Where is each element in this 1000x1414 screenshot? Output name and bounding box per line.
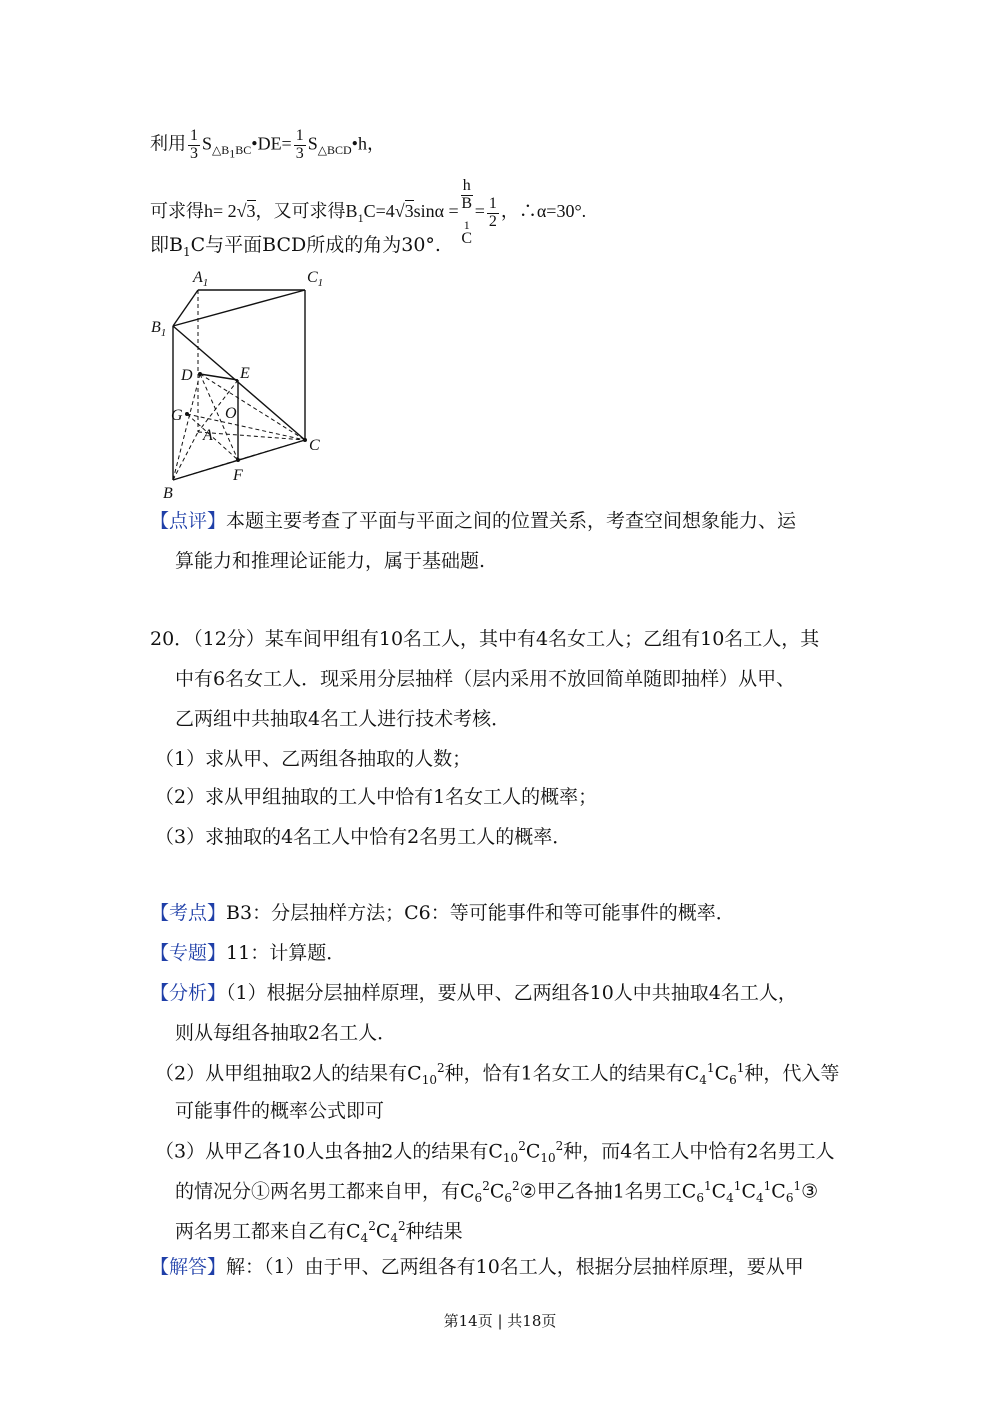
question-part-3: （3）求抽取的4名工人中恰有2名男工人的概率． [155, 826, 572, 848]
label-C: C [309, 437, 320, 454]
analysis-part-2-line-2: 可能事件的概率公式即可 [175, 1100, 385, 1122]
analysis-part-3-line-3: 两名男工都来自乙有$C_4^2C_4^2$种结果 [175, 1219, 463, 1246]
label-A1: $A_1$ [193, 269, 209, 289]
fenxi-line-2: 则从每组各抽取2名工人． [175, 1022, 397, 1044]
edge-B1C1 [173, 290, 305, 326]
sqrt: √3 [236, 201, 256, 222]
label-E: E [240, 365, 250, 382]
edge-BA [173, 432, 198, 480]
formula-line-1: 利用 $\frac{1}{3}$ $S_{\triangle B_1BC}•DE=$ $\frac{1}{3}$ $S_{\triangle BCD}•h$， [150, 127, 385, 162]
zhuanti-line: 【专题】11：计算题． [150, 942, 346, 964]
kaodian-line: 【考点】B3：分层抽样方法；C6：等可能事件和等可能事件的概率． [150, 902, 735, 924]
label-B: B [163, 485, 173, 502]
comment-line-2: 算能力和推理论证能力，属于基础题. [175, 550, 486, 572]
fraction: $\frac{1}{3}$ [190, 127, 198, 162]
jieda-tag: 【解答】 [150, 1256, 227, 1278]
point-F [236, 458, 240, 462]
kaodian-tag: 【考点】 [150, 902, 227, 924]
question-line-2: 中有6名女工人．现采用分层抽样（层内采用不放回简单随即抽样）从甲、 [175, 668, 796, 690]
label-B1: $B_1$ [151, 319, 167, 339]
label-G: G [171, 407, 183, 424]
question-line-3: 乙两组中共抽取4名工人进行技术考核． [175, 708, 511, 730]
fenxi-tag: 【分析】 [150, 982, 227, 1004]
fraction: $\frac{1}{3}$ [295, 127, 304, 162]
point-C [303, 438, 307, 442]
text: 利用 [150, 133, 186, 154]
analysis-part-3-line-1: （3）从甲乙各10人虫各抽2人的结果有$C_{10}^2C_{10}^2$种，而4名工人中恰有2名男工人 [155, 1139, 835, 1166]
label-C1: $C_1$ [307, 269, 324, 289]
question-line-1: 20．（12分）某车间甲组有10名工人，其中有4名女工人；乙组有10名工人，其 [150, 628, 820, 650]
formula-line-2: 可求得h= 2√3，又可求得$B_1C=4√3\sin\alpha$ = h B $_1$ C = $\frac{1}{2}$ ，∴α=30°. [150, 177, 587, 248]
analysis-part-3-line-2: 的情况分①两名男工都来自甲，有$C_6^2C_6^2②$甲乙各抽1名男工$C_6^1C_4^1C_4^1C_6^1③$ [175, 1179, 819, 1206]
label-F: F [233, 467, 243, 484]
analysis-part-2-line-1: （2）从甲组抽取2人的结果有$C_{10}^2$种，恰有1名女工人的结果有$C_4^1C_6^1$种，代入等 [155, 1061, 840, 1088]
question-part-1: （1）求从甲、乙两组各抽取的人数； [155, 748, 472, 770]
point-G [185, 412, 189, 416]
page-footer: 第14页 | 共18页 [443, 1312, 557, 1330]
comment-tag: 【点评】 [150, 510, 227, 532]
label-O: O [225, 405, 237, 422]
prism-figure [145, 262, 345, 507]
fenxi-line-1: 【分析】（1）根据分层抽样原理，要从甲、乙两组各10人中共抽取4名工人， [150, 982, 797, 1004]
point-D [198, 372, 202, 376]
label-A: A [203, 427, 213, 444]
comment-line-1: 【点评】本题主要考查了平面与平面之间的位置关系，考查空间想象能力、运 [150, 510, 797, 532]
jieda-line: 【解答】解：（1）由于甲、乙两组各有10名工人，根据分层抽样原理，要从甲 [150, 1256, 804, 1278]
sqrt: √3 [394, 201, 414, 222]
zhuanti-tag: 【专题】 [150, 942, 227, 964]
conclusion-line: 即$B_1C$与平面BCD所成的角为30°. [150, 234, 441, 259]
edge-DC [200, 374, 305, 440]
edge-B1C [173, 326, 305, 440]
fraction: $\frac{1}{2}$ [488, 194, 497, 230]
question-part-2: （2）求从甲组抽取的工人中恰有1名女工人的概率； [155, 786, 598, 808]
label-D: D [181, 367, 193, 384]
fraction: h B $_1$ C [461, 177, 473, 248]
edge-DB [173, 374, 200, 480]
